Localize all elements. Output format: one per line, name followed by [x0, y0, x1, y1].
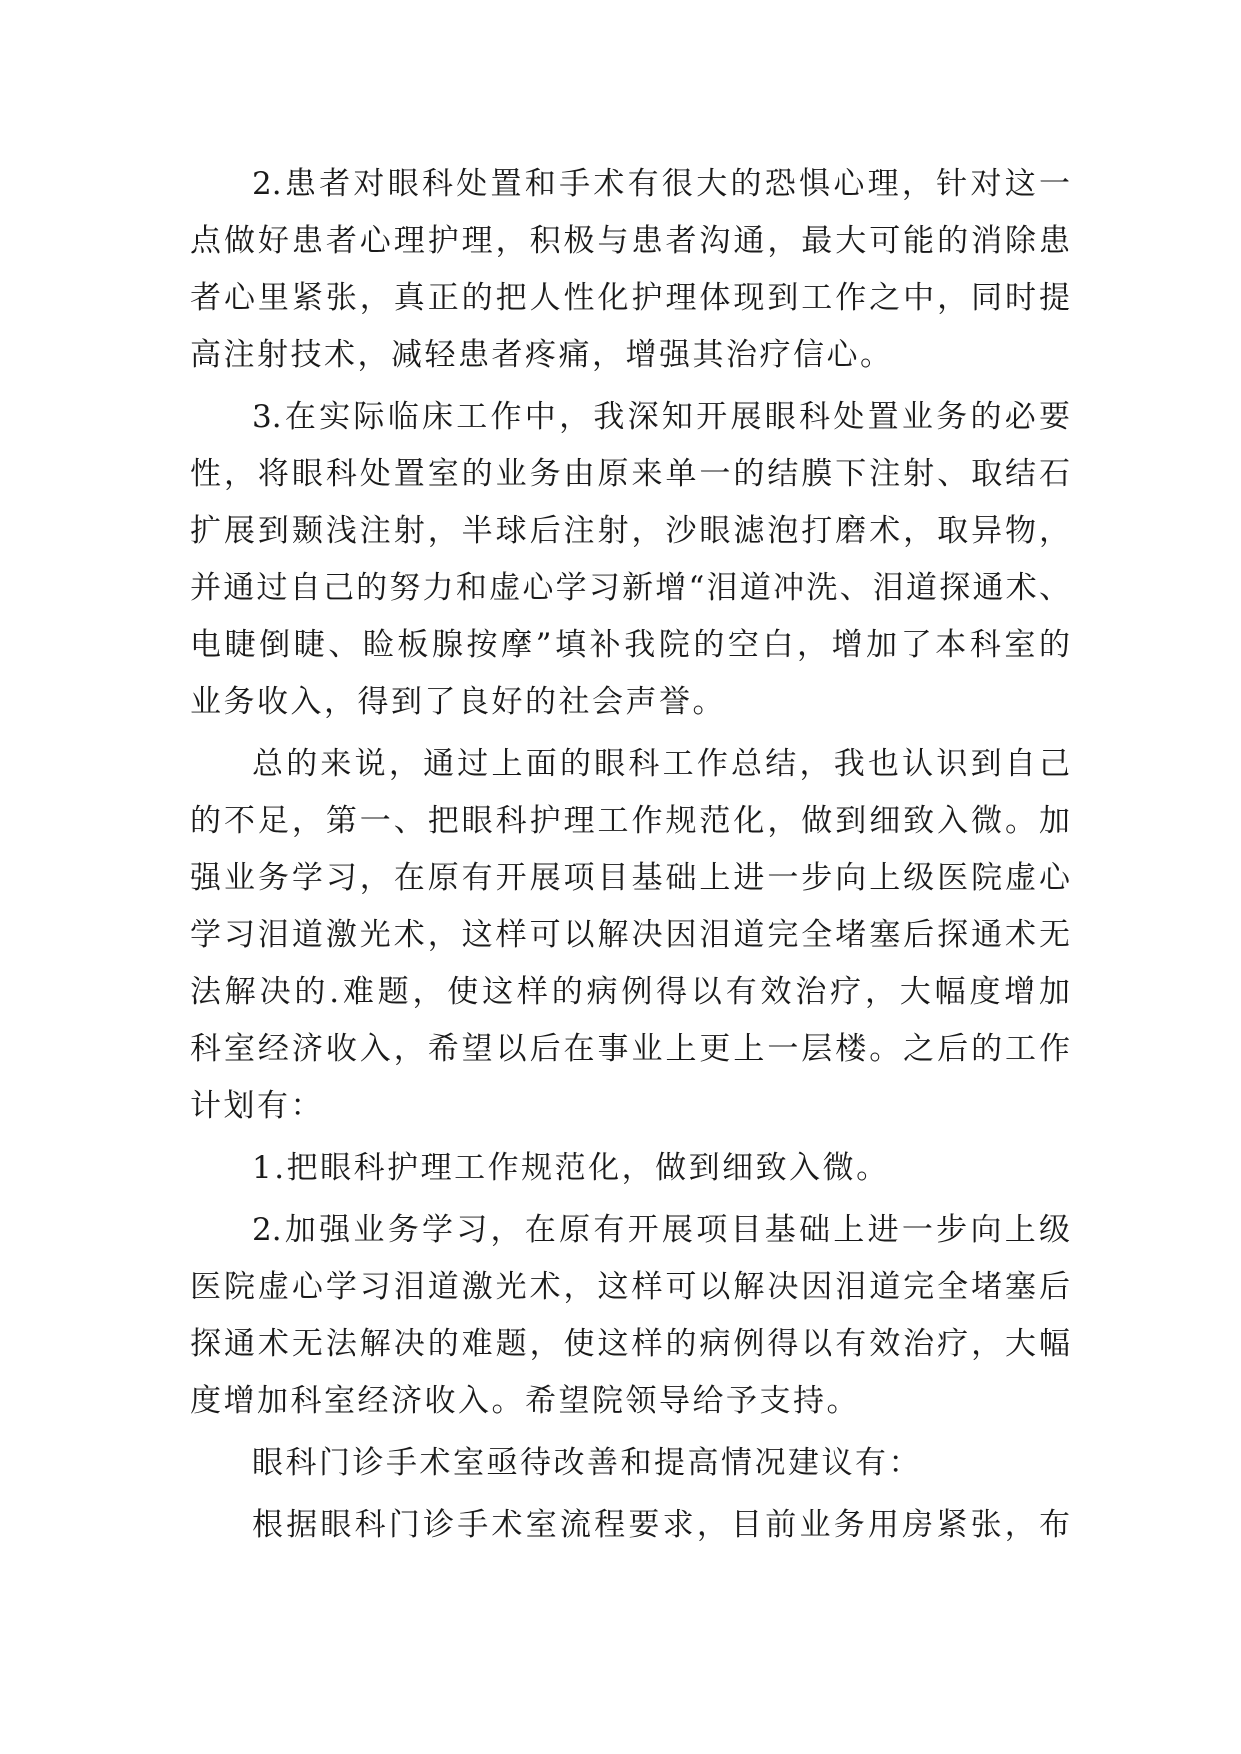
- text-line: 点做好患者心理护理，积极与患者沟通，最大可能的消除患: [190, 223, 1070, 259]
- text-line: 并通过自己的努力和虚心学习新增“泪道冲洗、泪道探通术、: [190, 570, 1070, 606]
- text-line: 者心里紧张，真正的把人性化护理体现到工作之中，同时提: [190, 280, 1070, 316]
- text-line: 业务收入，得到了良好的社会声誉。: [190, 684, 726, 720]
- text-line: 扩展到颞浅注射，半球后注射，沙眼滤泡打磨术，取异物，: [190, 513, 1070, 549]
- text-line: 学习泪道激光术，这样可以解决因泪道完全堵塞后探通术无: [190, 917, 1070, 953]
- text-line: 度增加科室经济收入。希望院领导给予支持。: [190, 1383, 860, 1419]
- text-line: 眼科门诊手术室亟待改善和提高情况建议有：: [252, 1445, 922, 1481]
- text-line: 计划有：: [190, 1088, 324, 1124]
- text-line: 3.在实际临床工作中，我深知开展眼科处置业务的必要: [252, 399, 1070, 435]
- text-line: 的不足，第一、把眼科护理工作规范化，做到细致入微。加: [190, 803, 1070, 839]
- text-line: 高注射技术，减轻患者疼痛，增强其治疗信心。: [190, 337, 894, 373]
- text-line: 医院虚心学习泪道激光术，这样可以解决因泪道完全堵塞后: [190, 1269, 1070, 1305]
- text-line: 探通术无法解决的难题，使这样的病例得以有效治疗，大幅: [190, 1326, 1070, 1362]
- text-line: 总的来说，通过上面的眼科工作总结，我也认识到自己: [252, 746, 1070, 782]
- text-line: 电睫倒睫、睑板腺按摩”填补我院的空白，增加了本科室的: [190, 627, 1070, 663]
- text-line: 性，将眼科处置室的业务由原来单一的结膜下注射、取结石: [190, 456, 1070, 492]
- text-line: 根据眼科门诊手术室流程要求，目前业务用房紧张，布: [252, 1507, 1070, 1543]
- text-line: 1.把眼科护理工作规范化，做到细致入微。: [252, 1150, 890, 1186]
- text-line: 2.患者对眼科处置和手术有很大的恐惧心理，针对这一: [252, 166, 1070, 202]
- text-line: 强业务学习，在原有开展项目基础上进一步向上级医院虚心: [190, 860, 1070, 896]
- text-line: 法解决的.难题，使这样的病例得以有效治疗，大幅度增加: [190, 974, 1070, 1010]
- text-line: 科室经济收入，希望以后在事业上更上一层楼。之后的工作: [190, 1031, 1070, 1067]
- text-line: 2.加强业务学习，在原有开展项目基础上进一步向上级: [252, 1212, 1070, 1248]
